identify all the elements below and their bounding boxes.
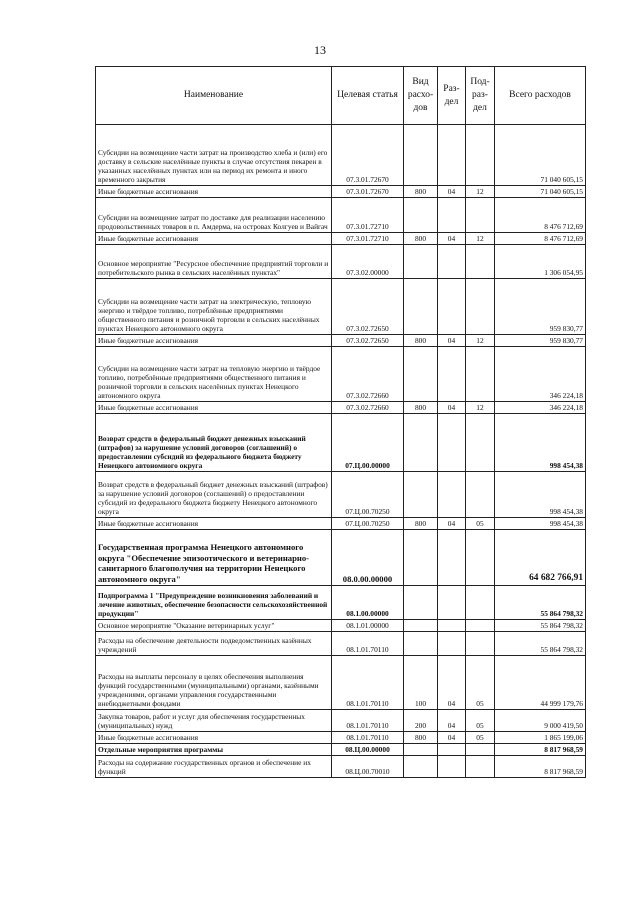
row-name: Расходы на обеспечение деятельности подведомственных казённых учреждений xyxy=(96,632,332,656)
row-vid xyxy=(404,347,438,402)
row-total: 346 224,18 xyxy=(495,402,586,414)
row-code: 07.3.02.72650 xyxy=(332,279,404,335)
row-total: 8 476 712,69 xyxy=(495,198,586,233)
row-name: Иные бюджетные ассигнования xyxy=(96,186,332,198)
row-podrazdel xyxy=(466,744,495,756)
row-razdel: 04 xyxy=(438,732,466,744)
row-name: Возврат средств в федеральный бюджет денежных взысканий (штрафов) за нарушение условий договоров (соглашений) о предоставлении субсидий из федерального бюджета бюджету Ненецкого автономного округа xyxy=(96,414,332,472)
table-row xyxy=(96,756,586,778)
row-podrazdel xyxy=(466,472,495,518)
row-code: 07.Ц.00.70250 xyxy=(332,518,404,530)
row-code: 08.Ц.00.70010 xyxy=(332,756,404,778)
row-code: 08.1.01.70110 xyxy=(332,732,404,744)
table-row xyxy=(96,198,586,233)
row-podrazdel: 05 xyxy=(466,710,495,732)
row-total: 64 682 766,91 xyxy=(495,530,586,586)
row-name: Иные бюджетные ассигнования xyxy=(96,233,332,245)
table-row xyxy=(96,518,586,530)
row-razdel xyxy=(438,125,466,186)
row-total: 346 224,18 xyxy=(495,347,586,402)
row-name: Субсидии на возмещение части затрат на производство хлеба и (или) его доставку в сельские населённые пункты в случае отсутствия пекарен в указанных населённых пунктах или на период их ремонта и иного временного закрытия xyxy=(96,125,332,186)
row-name: Иные бюджетные ассигнования xyxy=(96,402,332,414)
table-row xyxy=(96,279,586,335)
row-code: 07.3.02.72660 xyxy=(332,347,404,402)
row-vid xyxy=(404,586,438,620)
row-vid xyxy=(404,632,438,656)
header-razdel: Раз-дел xyxy=(438,67,466,125)
row-razdel xyxy=(438,586,466,620)
row-vid: 200 xyxy=(404,710,438,732)
table-row xyxy=(96,335,586,347)
row-total: 959 830,77 xyxy=(495,279,586,335)
row-podrazdel xyxy=(466,245,495,279)
table-row xyxy=(96,245,586,279)
row-code: 07.3.01.72710 xyxy=(332,233,404,245)
row-name: Подпрограмма 1 "Предупреждение возникновения заболеваний и лечение животных, обеспечение безопасности сельскохозяйственной продукции" xyxy=(96,586,332,620)
table-header-row xyxy=(96,67,586,125)
row-podrazdel xyxy=(466,414,495,472)
row-razdel xyxy=(438,632,466,656)
row-razdel: 04 xyxy=(438,656,466,710)
row-vid xyxy=(404,744,438,756)
row-razdel xyxy=(438,279,466,335)
row-vid xyxy=(404,125,438,186)
table-row xyxy=(96,586,586,620)
row-total: 8 817 968,59 xyxy=(495,744,586,756)
row-name: Субсидии на возмещение части затрат на электрическую, тепловую энергию и твёрдое топливо, потреблённые предприятиями общественного питания и розничной торговли в сельских населённых пунктах Ненецкого автономного округа xyxy=(96,279,332,335)
table-row xyxy=(96,472,586,518)
row-razdel xyxy=(438,744,466,756)
row-vid: 800 xyxy=(404,186,438,198)
row-podrazdel: 05 xyxy=(466,732,495,744)
row-name: Расходы на выплаты персоналу в целях обеспечения выполнения функций государственными (муниципальными) органами, казёнными учреждениями, органами управления государственными внебюджетными фондами xyxy=(96,656,332,710)
row-razdel: 04 xyxy=(438,335,466,347)
row-razdel xyxy=(438,620,466,632)
row-podrazdel xyxy=(466,125,495,186)
row-podrazdel: 12 xyxy=(466,233,495,245)
row-total: 998 454,38 xyxy=(495,472,586,518)
row-total: 1 306 054,95 xyxy=(495,245,586,279)
row-total: 959 830,77 xyxy=(495,335,586,347)
row-podrazdel xyxy=(466,620,495,632)
row-razdel xyxy=(438,530,466,586)
row-name: Отдельные мероприятия программы xyxy=(96,744,332,756)
row-total: 55 864 798,32 xyxy=(495,632,586,656)
row-vid: 800 xyxy=(404,402,438,414)
row-podrazdel xyxy=(466,632,495,656)
row-total: 55 864 798,32 xyxy=(495,586,586,620)
table-row xyxy=(96,744,586,756)
row-code: 08.1.01.70110 xyxy=(332,632,404,656)
row-podrazdel xyxy=(466,198,495,233)
row-podrazdel xyxy=(466,347,495,402)
row-total: 9 000 419,50 xyxy=(495,710,586,732)
row-vid: 800 xyxy=(404,732,438,744)
row-code: 07.Ц.00.00000 xyxy=(332,414,404,472)
row-total: 998 454,38 xyxy=(495,414,586,472)
row-code: 07.3.01.72710 xyxy=(332,198,404,233)
row-code: 08.Ц.00.00000 xyxy=(332,744,404,756)
row-podrazdel: 12 xyxy=(466,335,495,347)
row-vid xyxy=(404,620,438,632)
row-code: 07.3.01.72670 xyxy=(332,186,404,198)
row-total: 8 817 968,59 xyxy=(495,756,586,778)
row-total: 1 865 199,06 xyxy=(495,732,586,744)
row-razdel: 04 xyxy=(438,710,466,732)
row-code: 08.1.01.70110 xyxy=(332,710,404,732)
row-total: 8 476 712,69 xyxy=(495,233,586,245)
row-vid xyxy=(404,279,438,335)
row-name: Основное мероприятие "Ресурсное обеспечение предприятий торговли и потребительского рынка в сельских населённых пунктах" xyxy=(96,245,332,279)
row-vid xyxy=(404,530,438,586)
row-podrazdel xyxy=(466,279,495,335)
row-total: 998 454,38 xyxy=(495,518,586,530)
row-name: Государственная программа Ненецкого автономного округа "Обеспечение эпизоотического и ветеринарно-санитарного благополучия на территории Ненецкого автономного округа" xyxy=(96,530,332,586)
table-row xyxy=(96,632,586,656)
row-razdel xyxy=(438,756,466,778)
row-razdel xyxy=(438,245,466,279)
table-row xyxy=(96,186,586,198)
row-name: Субсидии на возмещение части затрат на тепловую энергию и твёрдое топливо, потреблённые предприятиями общественного питания и розничной торговли в сельских населённых пунктах Ненецкого автономного округа xyxy=(96,347,332,402)
row-code: 07.3.02.72660 xyxy=(332,402,404,414)
row-vid xyxy=(404,472,438,518)
row-code: 07.3.01.72670 xyxy=(332,125,404,186)
row-razdel xyxy=(438,414,466,472)
row-total: 55 864 798,32 xyxy=(495,620,586,632)
header-total: Всего расходов xyxy=(495,67,586,125)
row-razdel: 04 xyxy=(438,518,466,530)
table-row xyxy=(96,530,586,586)
row-podrazdel xyxy=(466,530,495,586)
header-code: Целевая статья xyxy=(332,67,404,125)
row-vid xyxy=(404,414,438,472)
row-vid xyxy=(404,198,438,233)
header-podrazdel: Под-раз-дел xyxy=(466,67,495,125)
row-vid xyxy=(404,756,438,778)
row-razdel: 04 xyxy=(438,186,466,198)
row-name: Возврат средств в федеральный бюджет денежных взысканий (штрафов) за нарушение условий договоров (соглашений) о предоставлении субсидий из федерального бюджета бюджету Ненецкого автономного округа xyxy=(96,472,332,518)
row-podrazdel: 05 xyxy=(466,656,495,710)
row-razdel: 04 xyxy=(438,402,466,414)
row-podrazdel: 12 xyxy=(466,186,495,198)
row-code: 08.0.00.00000 xyxy=(332,530,404,586)
row-vid xyxy=(404,245,438,279)
row-total: 44 999 179,76 xyxy=(495,656,586,710)
row-name: Иные бюджетные ассигнования xyxy=(96,335,332,347)
row-name: Иные бюджетные ассигнования xyxy=(96,732,332,744)
page-number: 13 xyxy=(314,43,326,57)
row-code: 07.3.02.00000 xyxy=(332,245,404,279)
header-vid: Вид расхо-дов xyxy=(404,67,438,125)
row-total: 71 040 605,15 xyxy=(495,125,586,186)
row-podrazdel: 05 xyxy=(466,518,495,530)
table-row xyxy=(96,656,586,710)
row-name: Субсидии на возмещение затрат по доставке для реализации населению продовольственных товаров в п. Амдерма, на островах Колгуев и Вайгач xyxy=(96,198,332,233)
row-vid: 800 xyxy=(404,233,438,245)
row-code: 08.1.01.00000 xyxy=(332,620,404,632)
row-razdel xyxy=(438,198,466,233)
row-name: Основное мероприятие "Оказание ветеринарных услуг" xyxy=(96,620,332,632)
row-total: 71 040 605,15 xyxy=(495,186,586,198)
budget-table xyxy=(95,66,586,778)
table-row xyxy=(96,620,586,632)
row-code: 07.3.02.72650 xyxy=(332,335,404,347)
row-code: 08.1.00.00000 xyxy=(332,586,404,620)
row-vid: 800 xyxy=(404,518,438,530)
row-vid: 100 xyxy=(404,656,438,710)
table-row xyxy=(96,402,586,414)
row-podrazdel xyxy=(466,586,495,620)
row-code: 08.1.01.70110 xyxy=(332,656,404,710)
row-name: Закупка товаров, работ и услуг для обеспечения государственных (муниципальных) нужд xyxy=(96,710,332,732)
table-row xyxy=(96,710,586,732)
row-code: 07.Ц.00.70250 xyxy=(332,472,404,518)
row-razdel: 04 xyxy=(438,233,466,245)
row-vid: 800 xyxy=(404,335,438,347)
table-row xyxy=(96,233,586,245)
row-podrazdel: 12 xyxy=(466,402,495,414)
row-razdel xyxy=(438,472,466,518)
row-name: Иные бюджетные ассигнования xyxy=(96,518,332,530)
table-row xyxy=(96,414,586,472)
row-name: Расходы на содержание государственных органов и обеспечение их функций xyxy=(96,756,332,778)
table-row xyxy=(96,732,586,744)
header-name: Наименование xyxy=(96,67,332,125)
table-row xyxy=(96,347,586,402)
row-razdel xyxy=(438,347,466,402)
row-podrazdel xyxy=(466,756,495,778)
table-row xyxy=(96,125,586,186)
